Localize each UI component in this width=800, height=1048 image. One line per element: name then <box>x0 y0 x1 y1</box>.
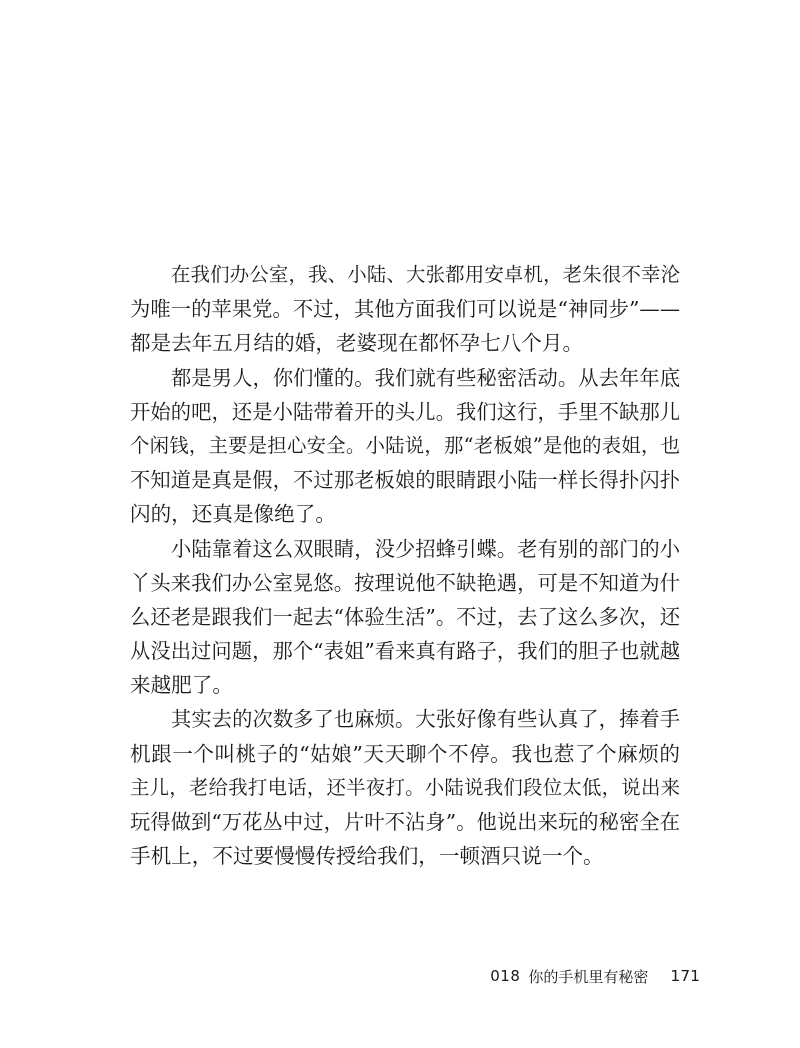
body-line: 不知道是真是假，不过那老板娘的眼睛跟小陆一样长得扑闪扑 <box>130 468 680 493</box>
body-text <box>130 258 680 873</box>
body-line: 机跟一个叫桃子的“姑娘”天天聊个不停。我也惹了个麻烦的 <box>130 741 680 766</box>
body-line: 个闲钱，主要是担心安全。小陆说，那“老板娘”是他的表姐，也 <box>130 433 680 457</box>
body-line: 从没出过问题，那个“表姐”看来真有路子，我们的胆子也就越 <box>130 639 680 664</box>
body-line: 其实去的次数多了也麻烦。大张好像有些认真了，捧着手 <box>171 707 680 732</box>
chapter-title: 你的手机里有秘密 <box>528 967 649 986</box>
body-line: 小陆靠着这么双眼睛，没少招蜂引蝶。老有别的部门的小 <box>171 536 680 561</box>
body-line: 丫头来我们办公室晃悠。按理说他不缺艳遇，可是不知道为什 <box>130 570 680 595</box>
body-line: 为唯一的苹果党。不过，其他方面我们可以说是“神同步”—— <box>130 297 680 322</box>
body-line: 玩得做到“万花丛中过，片叶不沾身”。他说出来玩的秘密全在 <box>130 810 680 834</box>
page-number: 171 <box>670 967 700 985</box>
body-line: 来越肥了。 <box>130 673 233 698</box>
chapter-number: 018 <box>490 967 521 985</box>
body-line: 都是去年五月结的婚，老婆现在都怀孕七八个月。 <box>130 331 584 356</box>
page-footer <box>440 961 700 991</box>
body-line: 都是男人，你们懂的。我们就有些秘密活动。从去年年底 <box>171 365 680 390</box>
body-line: 么还老是跟我们一起去“体验生活”。不过，去了这么多次，还 <box>130 604 680 629</box>
body-line: 闪的，还真是像绝了。 <box>130 502 336 527</box>
body-line: 主儿，老给我打电话，还半夜打。小陆说我们段位太低，说出来 <box>130 775 680 799</box>
body-line: 在我们办公室，我、小陆、大张都用安卓机，老朱很不幸沦 <box>171 263 680 286</box>
body-line: 开始的吧，还是小陆带着开的头儿。我们这行，手里不缺那儿 <box>130 399 680 424</box>
body-line: 手机上，不过要慢慢传授给我们，一顿酒只说一个。 <box>130 844 604 869</box>
